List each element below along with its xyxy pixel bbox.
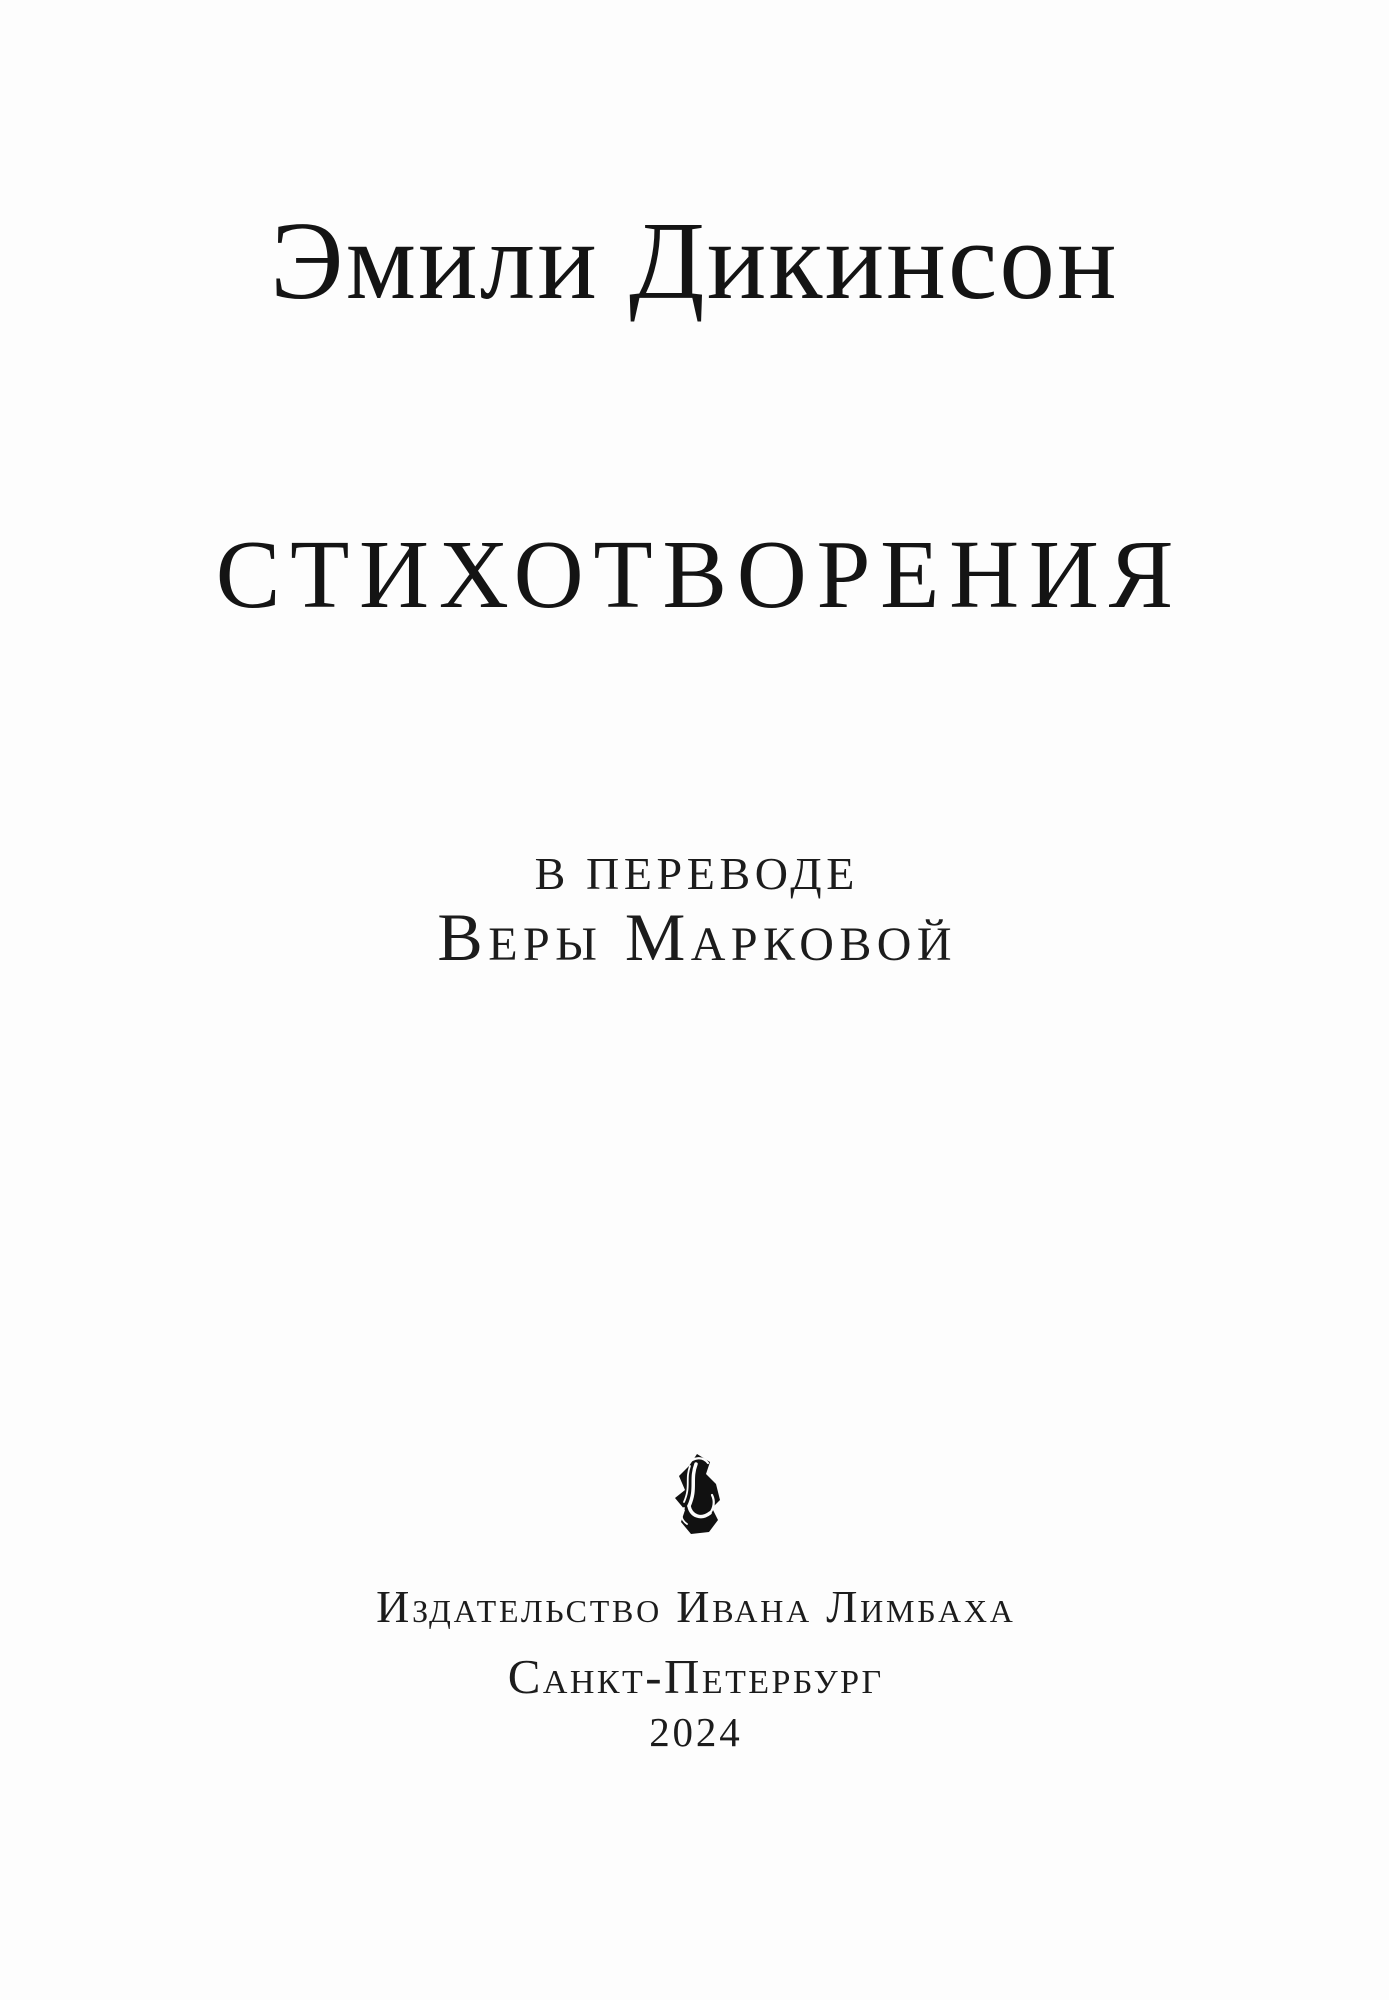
- publisher-year: 2024: [649, 1709, 743, 1755]
- publisher-logo: [0, 1450, 1389, 1543]
- publisher-name: Издательство Ивана Лимбаха: [376, 1581, 1016, 1632]
- author-name: Эмили Дикинсон: [270, 200, 1119, 323]
- book-title: СТИХОТВОРЕНИЯ: [215, 521, 1183, 628]
- limbakh-blackletter-l-icon: [664, 1450, 726, 1538]
- publisher-city: Санкт-Петербург: [507, 1649, 884, 1704]
- translation-intro-line: В ПЕРЕВОДЕ: [534, 848, 859, 899]
- translator-name: Веры Марковой: [437, 899, 958, 975]
